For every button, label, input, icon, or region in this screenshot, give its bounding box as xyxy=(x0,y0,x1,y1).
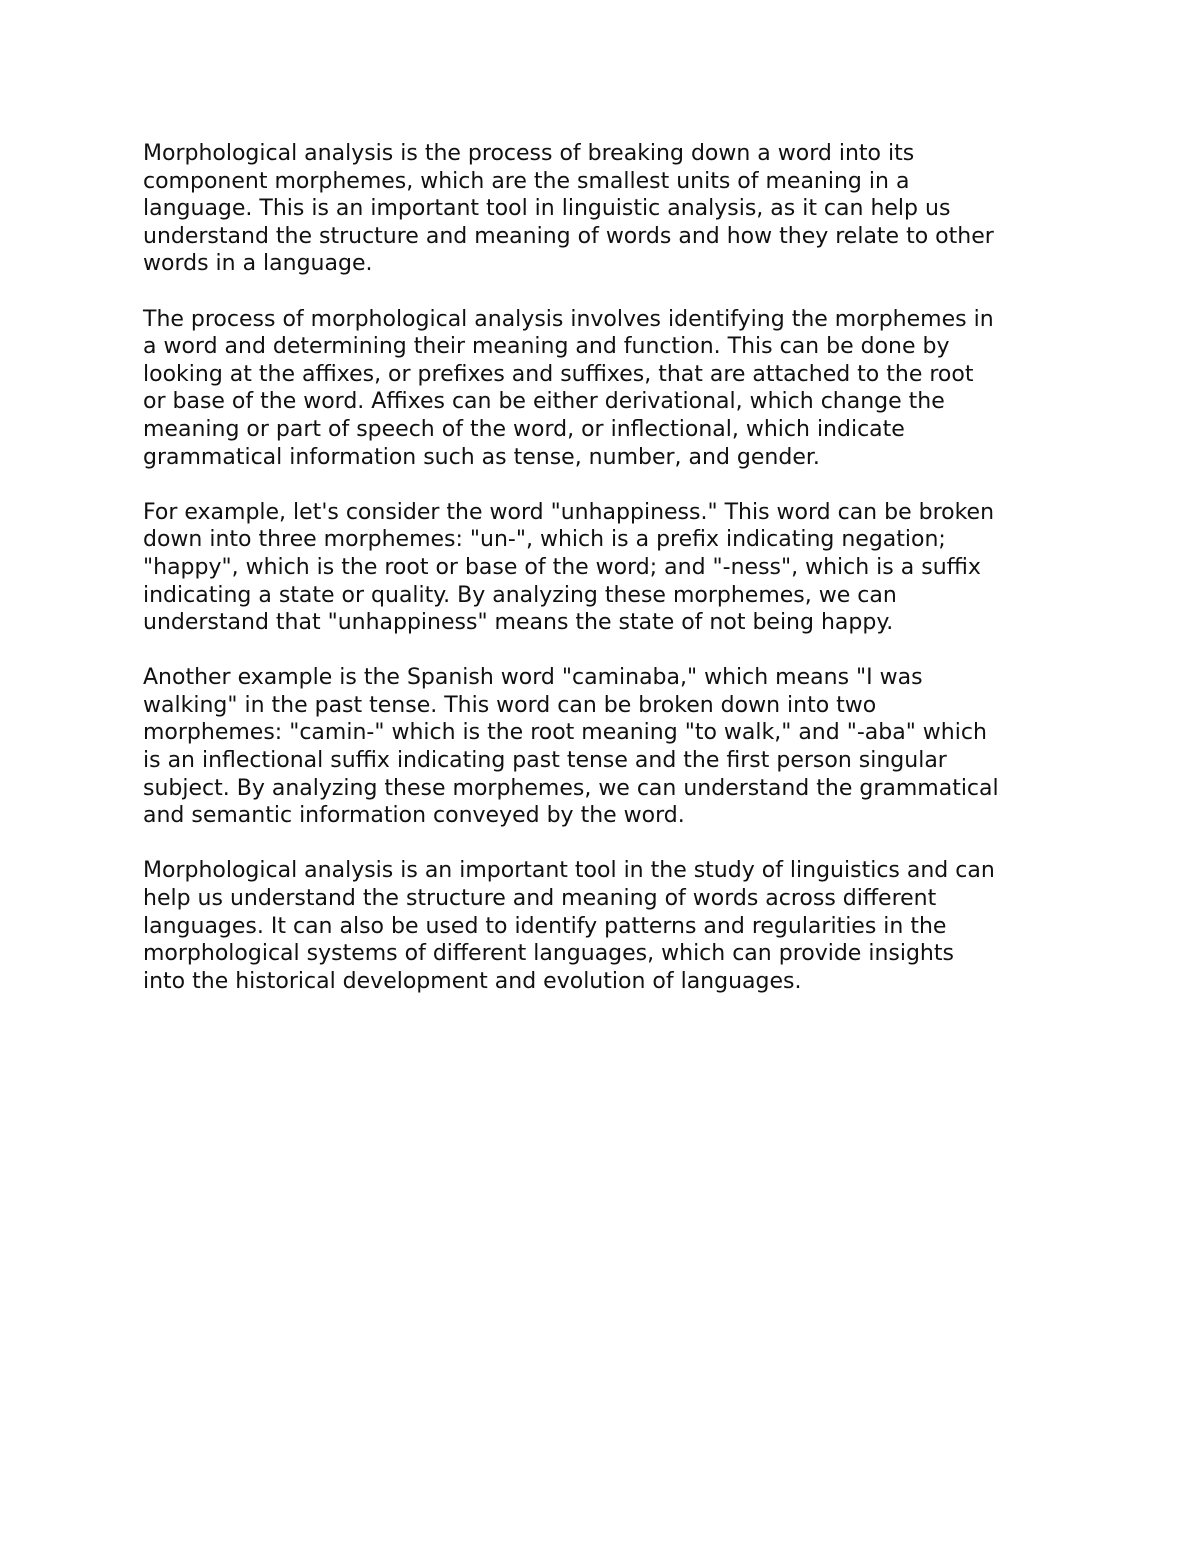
text-line: down into three morphemes: "un-", which is a prefix indicating negation; xyxy=(143,527,946,553)
text-line: into the historical development and evolution of languages. xyxy=(143,968,802,994)
text-line: Morphological analysis is an important tool in the study of linguistics and can xyxy=(143,858,995,884)
text-line: walking" in the past tense. This word can be broken down into two xyxy=(143,692,877,718)
text-line: The process of morphological analysis involves identifying the morphemes in xyxy=(143,306,994,332)
text-line: Morphological analysis is the process of breaking down a word into its xyxy=(143,141,915,166)
text-line: or base of the word. Affixes can be either derivational, which change the xyxy=(143,389,945,415)
text-line: morphemes: "camin-" which is the root meaning "to walk," and "-aba" which xyxy=(143,720,987,746)
text-line: looking at the affixes, or prefixes and suffixes, that are attached to the root xyxy=(143,361,974,387)
text-line: grammatical information such as tense, number, and gender. xyxy=(143,444,820,470)
paragraph-5 xyxy=(143,857,1073,995)
text-line: "happy", which is the root or base of the word; and "-ness", which is a suffix xyxy=(143,554,981,580)
text-line: subject. By analyzing these morphemes, we can understand the grammatical xyxy=(143,775,999,801)
text-line: and semantic information conveyed by the word. xyxy=(143,803,685,829)
paragraph-3 xyxy=(143,499,1073,637)
text-line: a word and determining their meaning and function. This can be done by xyxy=(143,334,950,360)
text-line: morphological systems of different languages, which can provide insights xyxy=(143,941,954,967)
text-line: help us understand the structure and meaning of words across different xyxy=(143,886,937,912)
text-line: understand that "unhappiness" means the state of not being happy. xyxy=(143,610,894,636)
paragraph-2 xyxy=(143,306,1073,472)
text-line: For example, let's consider the word "unhappiness." This word can be broken xyxy=(143,499,995,525)
text-line: meaning or part of speech of the word, or inflectional, which indicate xyxy=(143,416,905,442)
text-line: is an inflectional suffix indicating past tense and the first person singular xyxy=(143,748,947,774)
paragraph-1 xyxy=(143,140,1073,278)
text-line: Another example is the Spanish word "caminaba," which means "I was xyxy=(143,665,923,691)
text-line: indicating a state or quality. By analyzing these morphemes, we can xyxy=(143,582,897,608)
text-line: language. This is an important tool in linguistic analysis, as it can help us xyxy=(143,196,951,222)
text-line: component morphemes, which are the smallest units of meaning in a xyxy=(143,168,910,194)
paragraph-4 xyxy=(143,664,1073,830)
text-line: words in a language. xyxy=(143,251,373,277)
text-line: languages. It can also be used to identify patterns and regularities in the xyxy=(143,913,947,939)
text-line: understand the structure and meaning of words and how they relate to other xyxy=(143,223,994,249)
document-body xyxy=(143,140,1073,1023)
